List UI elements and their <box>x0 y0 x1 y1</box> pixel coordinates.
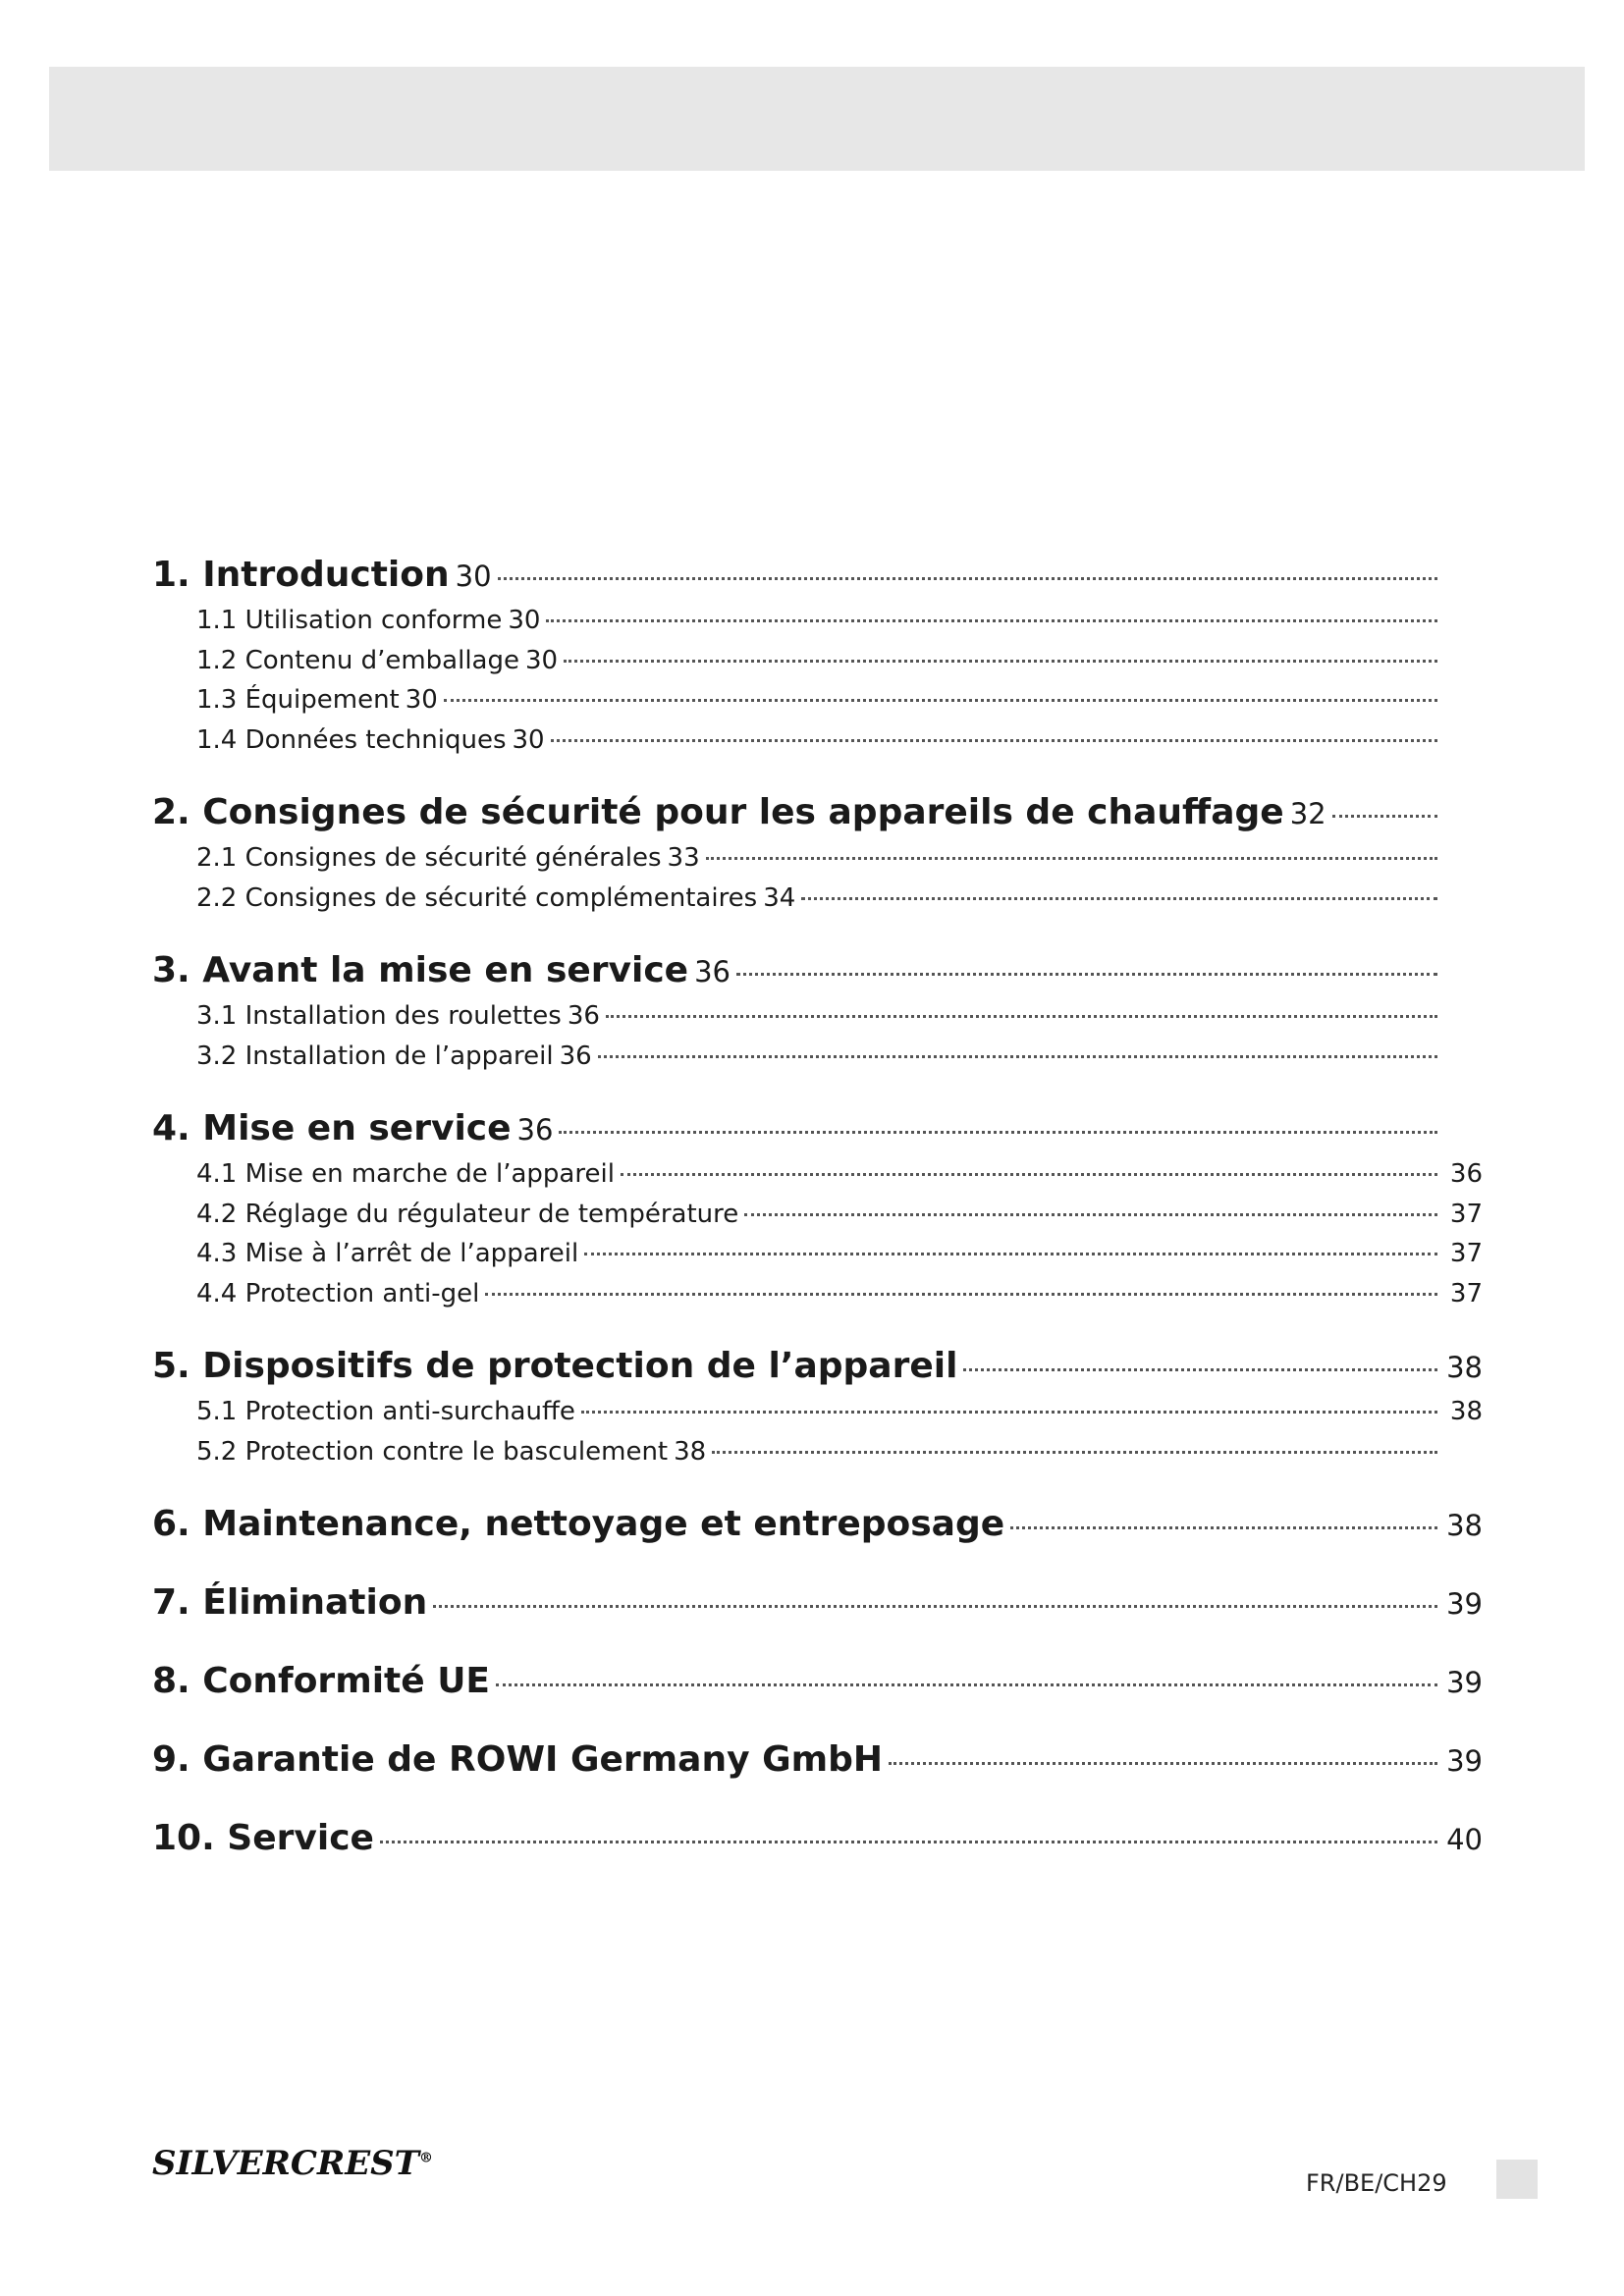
page-number: 36 <box>1449 1159 1483 1189</box>
item-title: 1.4 Données techniques <box>196 724 507 755</box>
header-band <box>49 67 1585 171</box>
chapter-title: 8. Conformité UE <box>152 1661 491 1701</box>
item-title: 2.1 Consignes de sécurité générales <box>196 843 662 873</box>
dot-leader <box>380 1841 1437 1843</box>
toc-chapter[interactable] <box>152 1504 1483 1555</box>
toc-item[interactable] <box>152 1239 1483 1279</box>
brand-mark: ® <box>418 2150 433 2166</box>
page-number: 33 <box>667 843 700 873</box>
toc-item[interactable] <box>152 883 1483 924</box>
toc-item[interactable] <box>152 1159 1483 1200</box>
toc-chapter[interactable] <box>152 1661 1483 1712</box>
chapter-title: 1. Introduction <box>152 555 450 595</box>
dot-leader <box>546 619 1437 622</box>
page-tab <box>1496 2160 1538 2199</box>
item-title: 4.4 Protection anti-gel <box>196 1278 480 1308</box>
toc-section <box>152 792 1483 923</box>
toc-chapter[interactable] <box>152 1582 1483 1633</box>
dot-leader <box>584 1253 1437 1255</box>
brand-logo <box>152 2144 433 2183</box>
page-number: 39 <box>1446 1666 1483 1699</box>
item-title: 1.3 Équipement <box>196 685 400 715</box>
page-number: 37 <box>1449 1199 1483 1229</box>
chapter-title: 3. Avant la mise en service <box>152 950 689 990</box>
dot-leader <box>712 1451 1437 1454</box>
page-number: 39 <box>1446 1587 1483 1621</box>
item-title: 5.2 Protection contre le basculement <box>196 1436 669 1467</box>
dot-leader <box>581 1411 1437 1414</box>
item-title: 1.1 Utilisation conforme <box>196 606 503 635</box>
page-number: 38 <box>1446 1351 1483 1384</box>
page-number: 30 <box>512 724 545 755</box>
toc-item[interactable] <box>152 1437 1483 1477</box>
page-number: 38 <box>1446 1509 1483 1542</box>
dot-leader <box>736 973 1437 976</box>
dot-leader <box>498 577 1437 580</box>
toc-section <box>152 1582 1483 1633</box>
item-title: 1.2 Contenu d’emballage <box>196 645 519 675</box>
chapter-title: 2. Consignes de sécurité pour les appareils de chauffage <box>152 792 1284 832</box>
chapter-title: 5. Dispositifs de protection de l’appareil <box>152 1346 958 1386</box>
toc-item[interactable] <box>152 843 1483 883</box>
page-number: 36 <box>516 1113 554 1147</box>
item-title: 4.1 Mise en marche de l’appareil <box>196 1159 615 1189</box>
toc-item[interactable] <box>152 1041 1483 1082</box>
toc-item[interactable] <box>152 725 1483 766</box>
item-title: 3.1 Installation des roulettes <box>196 1001 562 1031</box>
page-number: 32 <box>1289 797 1326 830</box>
toc-chapter[interactable] <box>152 1346 1483 1397</box>
page-number: 40 <box>1446 1823 1483 1856</box>
toc-chapter[interactable] <box>152 950 1483 1001</box>
dot-leader <box>496 1683 1437 1686</box>
dot-leader <box>598 1055 1437 1058</box>
item-title: 4.2 Réglage du régulateur de température <box>196 1199 739 1229</box>
toc-item[interactable] <box>152 1279 1483 1319</box>
page-number: 37 <box>1449 1278 1483 1308</box>
toc-section <box>152 950 1483 1081</box>
page-number: 36 <box>694 955 731 988</box>
item-title: 4.3 Mise à l’arrêt de l’appareil <box>196 1239 579 1268</box>
toc-section <box>152 1739 1483 1790</box>
dot-leader <box>564 660 1437 663</box>
page-number: 38 <box>1449 1397 1483 1426</box>
page-number: 34 <box>763 882 796 913</box>
chapter-title: 10. Service <box>152 1818 374 1858</box>
dot-leader <box>889 1762 1437 1765</box>
dot-leader <box>1010 1526 1437 1529</box>
dot-leader <box>433 1605 1437 1608</box>
dot-leader <box>444 699 1437 702</box>
dot-leader <box>551 739 1437 742</box>
toc-section <box>152 1346 1483 1476</box>
chapter-title: 6. Maintenance, nettoyage et entreposage <box>152 1504 1005 1544</box>
dot-leader <box>963 1368 1437 1371</box>
chapter-title: 9. Garantie de ROWI Germany GmbH <box>152 1739 884 1780</box>
toc-item[interactable] <box>152 606 1483 646</box>
toc-section <box>152 1661 1483 1712</box>
page-number: 36 <box>567 1001 600 1031</box>
table-of-contents <box>152 555 1483 1896</box>
page-number: 36 <box>559 1041 592 1071</box>
dot-leader <box>744 1213 1437 1216</box>
page-number: 38 <box>674 1436 707 1467</box>
dot-leader <box>706 857 1437 860</box>
toc-chapter[interactable] <box>152 1818 1483 1869</box>
chapter-title: 7. Élimination <box>152 1582 428 1623</box>
page-code: FR/BE/CH29 <box>1306 2169 1447 2197</box>
brand-name: SILVERCREST <box>152 2144 419 2183</box>
toc-section <box>152 1504 1483 1555</box>
dot-leader <box>559 1131 1437 1134</box>
dot-leader <box>485 1293 1437 1296</box>
page-number: 39 <box>1446 1744 1483 1778</box>
toc-section <box>152 555 1483 765</box>
toc-section <box>152 1108 1483 1318</box>
page-number: 30 <box>405 685 438 715</box>
page-number: 30 <box>524 645 559 675</box>
toc-chapter[interactable] <box>152 555 1483 606</box>
toc-chapter[interactable] <box>152 792 1483 843</box>
dot-leader <box>606 1015 1437 1018</box>
toc-item[interactable] <box>152 1397 1483 1437</box>
item-title: 3.2 Installation de l’appareil <box>196 1041 554 1071</box>
toc-item[interactable] <box>152 685 1483 725</box>
toc-chapter[interactable] <box>152 1108 1483 1159</box>
dot-leader <box>621 1173 1437 1176</box>
toc-item[interactable] <box>152 1001 1483 1041</box>
toc-section <box>152 1818 1483 1869</box>
toc-item[interactable] <box>152 646 1483 686</box>
item-title: 2.2 Consignes de sécurité complémentaires <box>196 882 758 913</box>
page-number: 30 <box>455 560 492 593</box>
item-title: 5.1 Protection anti-surchauffe <box>196 1397 575 1426</box>
dot-leader <box>801 897 1437 900</box>
toc-item[interactable] <box>152 1200 1483 1240</box>
toc-chapter[interactable] <box>152 1739 1483 1790</box>
dot-leader <box>1332 815 1437 818</box>
page-number: 37 <box>1449 1239 1483 1268</box>
chapter-title: 4. Mise en service <box>152 1108 512 1148</box>
page-number: 30 <box>508 606 541 635</box>
